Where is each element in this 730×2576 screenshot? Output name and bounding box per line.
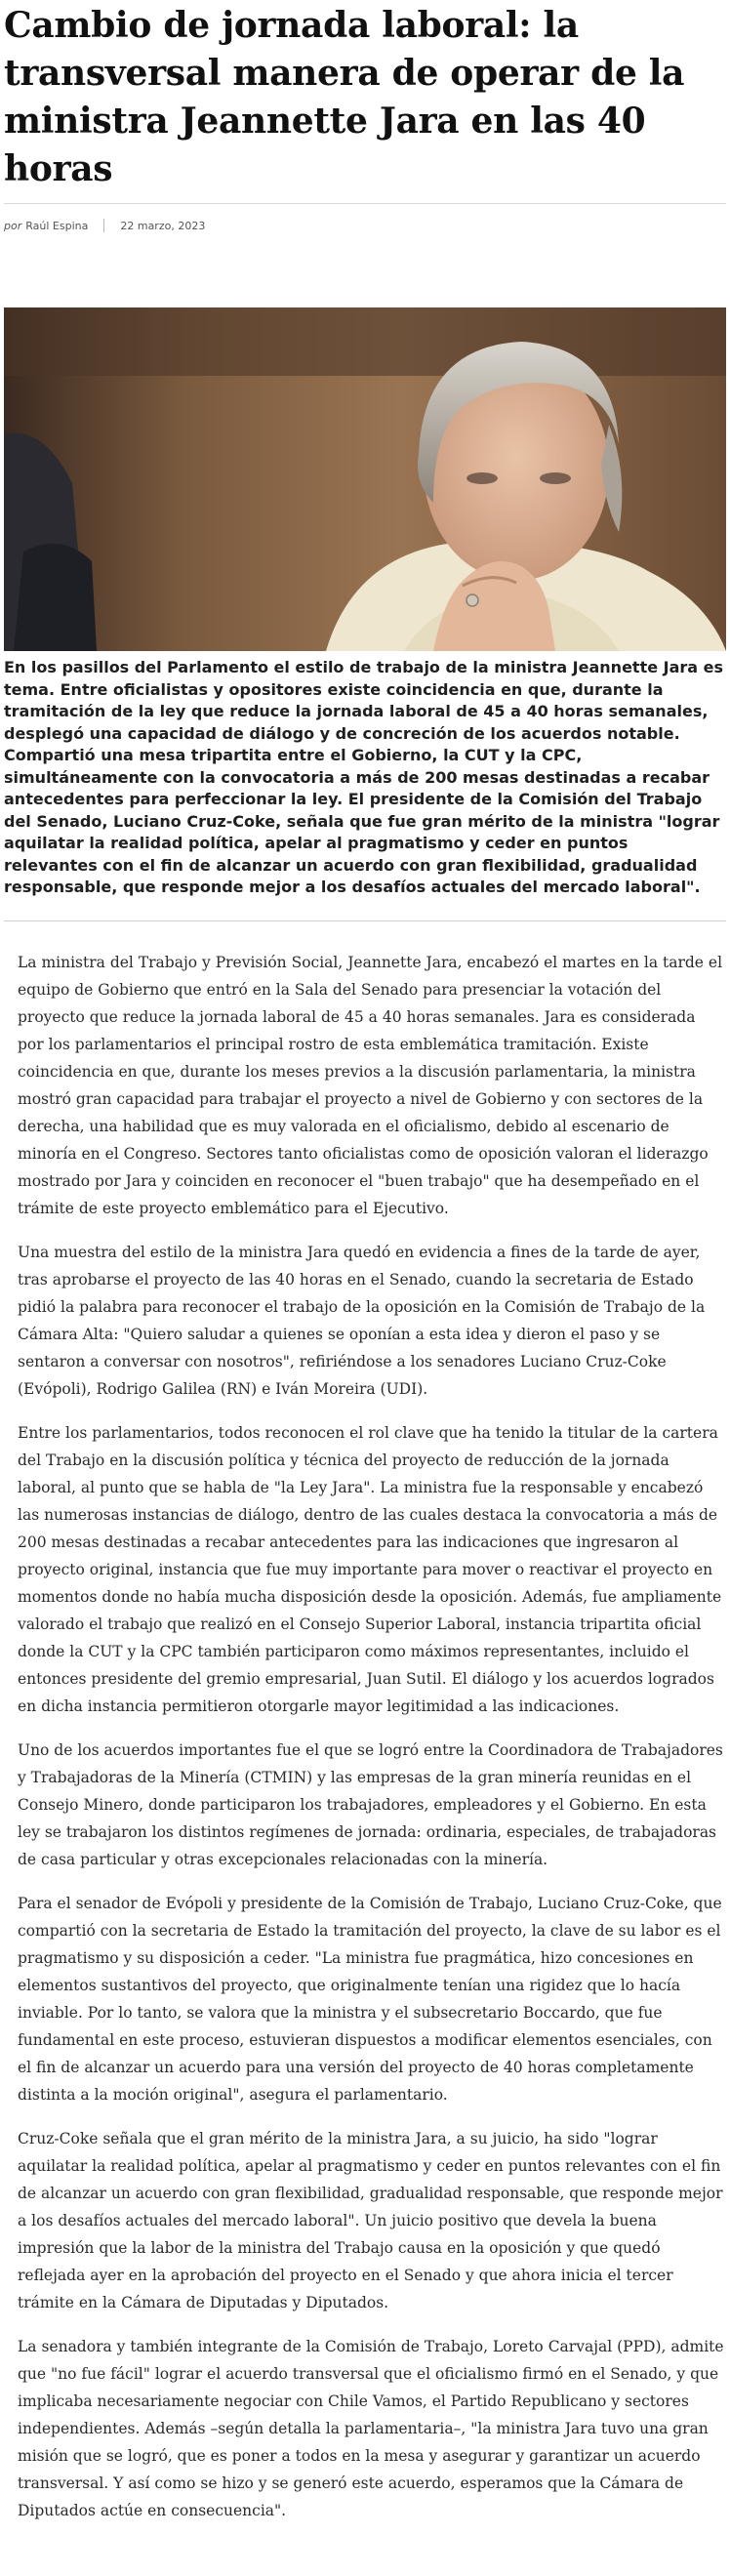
- body-paragraph: Para el senador de Evópoli y presidente de la Comisión de Trabajo, Luciano Cruz-Coke, que compartió con la secretaria de Estado la tramitación del proyecto, la clave de su labor es el pragmatismo y su disposición a ceder. "La ministra fue pragmática, hizo concesiones en elementos sustantivos del proyecto, que originalmente tenían una rigidez que lo hacía inviable. Por lo tanto, se valora que la ministra y el subsecretario Boccardo, que fue fundamental en este proceso, estuvieran dispuestos a modificar elementos esenciales, con el fin de alcanzar un acuerdo para una versión del proyecto de 40 horas completamente distinta a la moción original", asegura el parlamentario.: [18, 1894, 722, 2104]
- body-paragraph: La senadora y también integrante de la Comisión de Trabajo, Loreto Carvajal (PPD), admite que "no fue fácil" lograr el acuerdo transversal que el oficialismo firmó en el Senado, y que implicaba necesariamente negociar con Chile Vamos, el Partido Republicano y sectores independientes. Además –según detalla la parlamentaria–, "la ministra Jara tuvo una gran misión que se logró, que es poner a todos en la mesa y asegurar y garantizar un acuerdo transversal. Y así como se hizo y se generó este acuerdo, esperamos que la Cámara de Diputados actúe en consecuencia".: [18, 2337, 724, 2519]
- body-paragraph: Entre los parlamentarios, todos reconocen el rol clave que ha tenido la titular de la cartera del Trabajo en la discusión política y técnica del proyecto de reducción de la jornada laboral, al punto que se habla de "la Ley Jara". La ministra fue la responsable y encabezó las numerosas instancias de diálogo, dentro de las cuales destaca la convocatoria a más de 200 mesas destinadas a recabar antecedentes para las indicaciones que ingresaron al proyecto original, instancia que fue muy importante para mover o reactivar el proyecto en momentos donde no había mucha disposición desde la oposición. Además, fue ampliamente valorado el trabajo que realizó en el Consejo Superior Laboral, instancia tripartita oficial donde la CUT y la CPC también participaron como máximos representantes, incluido el entonces presidente del gremio empresarial, Juan Sutil. El diálogo y los acuerdos logrados en dicha instancia permitieron otorgarle mayor legitimidad a las indicaciones.: [18, 1423, 722, 1715]
- article-summary: En los pasillos del Parlamento el estilo de trabajo de la ministra Jeannette Jara es tema. Entre oficialistas y opositores existe coincidencia en que, durante la tramitación de la ley que reduce la jornada laboral de 45 a 40 horas semanales, desplegó una capacidad de diálogo y de concreción de los acuerdos notable. Compartió una mesa tripartita entre el Gobierno, la CUT y la CPC, simultáneamente con la convocatoria a más de 200 mesas destinadas a recabar antecedentes para perfeccionar la ley. El presidente de la Comisión del Trabajo del Senado, Luciano Cruz-Coke, señala que fue gran mérito de la ministra "lograr aquilatar la realidad política, apelar al pragmatismo y ceder en puntos relevantes con el fin de alcanzar un acuerdo con gran flexibilidad, gradualidad responsable, que responde mejor a los desafíos actuales del mercado laboral".: [4, 658, 724, 896]
- article-headline: Cambio de jornada laboral: la transversal manera de operar de la ministra Jeannette Jara en las 40 horas: [4, 5, 685, 189]
- body-paragraph: Uno de los acuerdos importantes fue el que se logró entre la Coordinadora de Trabajadores y Trabajadoras de la Minería (CTMIN) y las empresas de la gran minería reunidas en el Consejo Minero, donde participaron los trabajadores, empleadores y el Gobierno. En esta ley se trabajaron los distintos regímenes de jornada: ordinaria, especiales, de trabajadoras de casa particular y otras excepcionales relacionadas con la minería.: [18, 1740, 723, 1868]
- article-body: [4, 921, 726, 2524]
- body-paragraph: La ministra del Trabajo y Previsión Social, Jeannette Jara, encabezó el martes en la tarde el equipo de Gobierno que entró en la Sala del Senado para presenciar la votación del proyecto que reduce la jornada laboral de 45 a 40 horas semanales. Jara es considerada por los parlamentarios el principal rostro de esta emblemática tramitación. Existe coincidencia en que, durante los meses previos a la discusión parlamentaria, la ministra mostró gran capacidad para trabajar el proyecto a nivel de Gobierno y con sectores de la derecha, una habilidad que es muy valorada en el oficialismo, debido al escenario de minoría en el Congreso. Sectores tanto oficialistas como de oposición valoran el liderazgo mostrado por Jara y coinciden en reconocer el "buen trabajo" que ha desempeñado en el trámite de este proyecto emblemático para el Ejecutivo.: [18, 953, 723, 1217]
- byline: [4, 204, 726, 247]
- author-name[interactable]: Raúl Espina: [25, 219, 89, 232]
- publish-date: 22 marzo, 2023: [120, 219, 206, 232]
- hero-photo: [4, 307, 726, 651]
- byline-prefix: por: [4, 219, 22, 232]
- byline-separator: [103, 219, 104, 232]
- body-paragraph: Cruz-Coke señala que el gran mérito de la ministra Jara, a su juicio, ha sido "lograr aquilatar la realidad política, apelar al pragmatismo y ceder en puntos relevantes con el fin de alcanzar un acuerdo con gran flexibilidad, gradualidad responsable, que responde mejor a los desafíos actuales del mercado laboral". Un juicio positivo que devela la buena impresión que la labor de la ministra del Trabajo causa en la oposición y que quedó reflejada ayer en la aprobación del proyecto en el Senado y que ahora inicia el tercer trámite en la Cámara de Diputadas y Diputados.: [18, 2129, 723, 2311]
- hero-photo-illustration: [4, 307, 726, 651]
- body-paragraph: Una muestra del estilo de la ministra Jara quedó en evidencia a fines de la tarde de ayer, tras aprobarse el proyecto de las 40 horas en el Senado, cuando la secretaria de Estado pidió la palabra para reconocer el trabajo de la oposición en la Comisión de Trabajo de la Cámara Alta: "Quiero saludar a quienes se oponían a esta idea y dieron el paso y se sentaron a conversar con nosotros", refiriéndose a los senadores Luciano Cruz-Coke (Evópoli), Rodrigo Galilea (RN) e Iván Moreira (UDI).: [18, 1243, 706, 1398]
